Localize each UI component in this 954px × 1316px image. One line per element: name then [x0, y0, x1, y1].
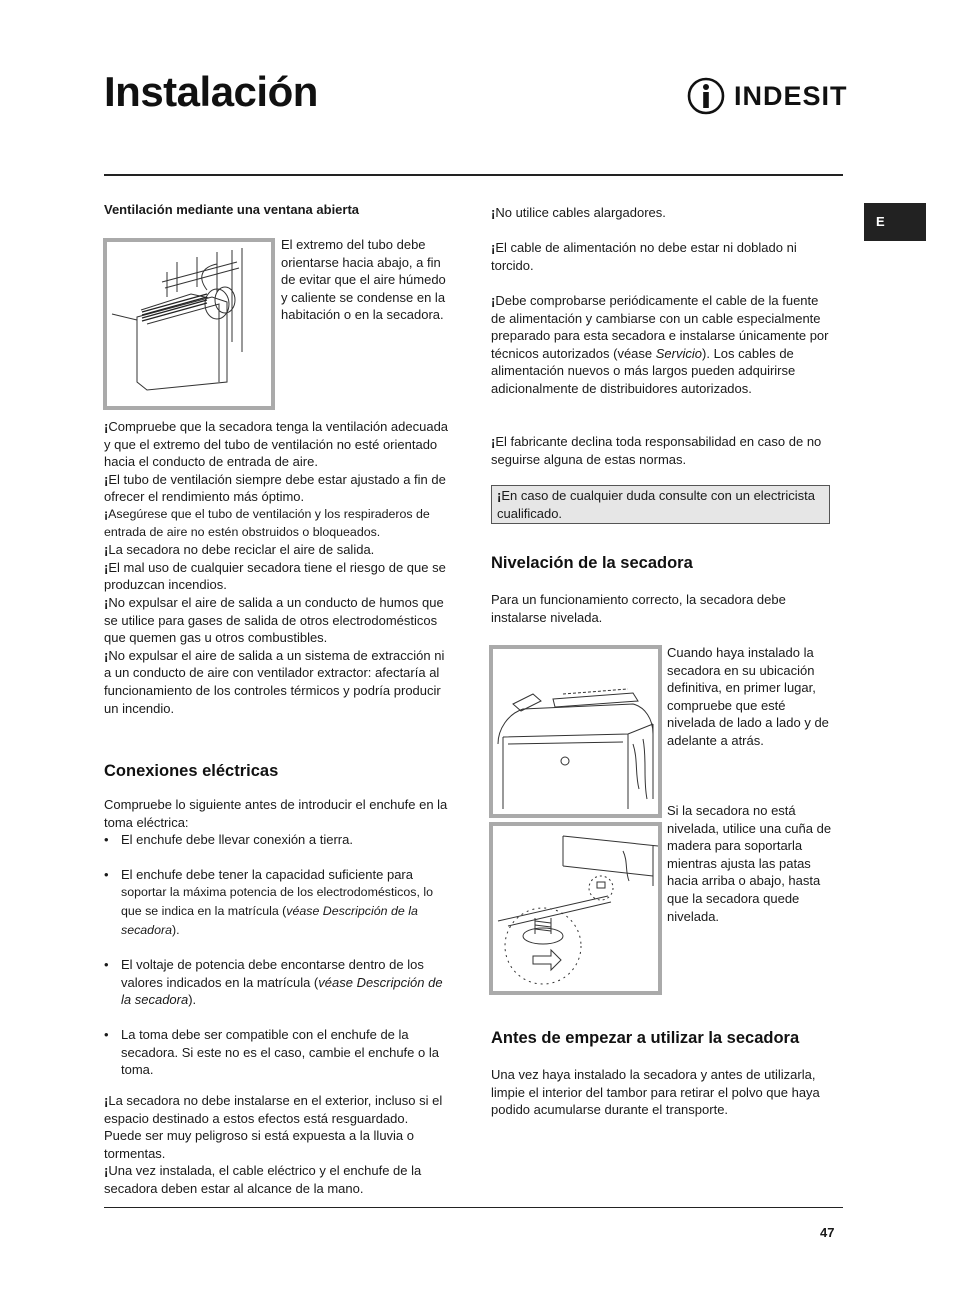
outdoor-notes	[104, 1092, 449, 1198]
vent-note: ¡Asegúrese que el tubo de ventilación y los respiraderos de entrada de aire no estén obstruidos o bloqueados.	[104, 506, 430, 539]
page-title: Instalación	[104, 68, 318, 115]
header-rule	[104, 174, 843, 176]
electrical-heading: Conexiones eléctricas	[104, 762, 279, 780]
before-use-text: Una vez haya instalado la secadora y antes de utilizarla, limpie el interior del tambor para retirar el polvo que haya podido acumularse durante el transporte.	[491, 1067, 820, 1118]
electrical-list	[104, 831, 449, 1079]
electrical-intro: Compruebe lo siguiente antes de introducir el enchufe en la toma eléctrica:	[104, 797, 448, 830]
leveling-heading: Nivelación de la secadora	[491, 554, 693, 572]
outdoor-note: ¡La secadora no debe instalarse en el exterior, incluso si el espacio destinado a estos efectos está resguardado. Puede ser muy peligroso si está expuesta a la lluvia o tormentas.	[104, 1093, 443, 1161]
cable-check-note: ¡Debe comprobarse periódicamente el cable de la fuente de alimentación y cambiarse con un cable especialmente preparado para esta secadora e instalarse únicamente por técnicos autorizados (véase Servicio). Los cables de alimentación nuevos o más largos pueden adquirirse adicionalmente de distribuidores autorizados.	[491, 293, 829, 396]
level-foot-illustration	[489, 822, 662, 995]
level-check-illustration	[489, 645, 662, 818]
leveling-caption-2: Si la secadora no está nivelada, utilice una cuña de madera para soportarla mientras ajusta las patas hacia arriba o abajo, hasta que la secadora quede nivelada.	[667, 803, 832, 924]
vent-heading: Ventilación mediante una ventana abierta	[104, 202, 360, 217]
vent-notes	[104, 418, 449, 717]
list-item: • El enchufe debe llevar conexión a tierra.	[104, 831, 449, 849]
list-item: • La toma debe ser compatible con el enchufe de la secadora. Si este no es el caso, cambie el enchufe o la toma.	[104, 1026, 449, 1079]
list-item: • El voltaje de potencia debe encontarse dentro de los valores indicados en la matrícula (véase Descripción de la secadora).	[104, 956, 449, 1009]
leveling-intro: Para un funcionamiento correcto, la secadora debe instalarse nivelada.	[491, 592, 786, 625]
manufacturer-note: ¡El fabricante declina toda responsabilidad en caso de no seguirse alguna de estas normas.	[491, 434, 822, 467]
cable-note: ¡El cable de alimentación no debe estar ni doblado ni torcido.	[491, 240, 797, 273]
electrical-section	[104, 796, 449, 1096]
vent-note: ¡No expulsar el aire de salida a un conducto de humos que se utilice para gases de salida de otros electrodomésticos que quemen gas u otros combustibles.	[104, 594, 444, 646]
before-use-heading: Antes de empezar a utilizar la secadora	[491, 1029, 800, 1047]
outdoor-note: ¡Una vez instalada, el cable eléctrico y el enchufe de la secadora deben estar al alcance de la mano.	[104, 1163, 422, 1196]
footer-rule	[104, 1207, 843, 1208]
language-tab: E	[864, 203, 926, 241]
cable-note: ¡No utilice cables alargadores.	[491, 205, 666, 220]
vent-caption: El extremo del tubo debe orientarse hacia abajo, a fin de evitar que el aire húmedo y caliente se condense en la habitación o en la secadora.	[281, 237, 446, 323]
page-number: 47	[820, 1225, 835, 1240]
vent-note: ¡La secadora no debe reciclar el aire de salida.	[104, 542, 375, 558]
window-vent-illustration	[103, 238, 275, 410]
brand-name: INDESIT	[734, 81, 848, 111]
vent-note: ¡El tubo de ventilación siempre debe estar ajustado a fin de ofrecer el rendimiento más óptimo.	[104, 471, 446, 505]
vent-note: ¡Compruebe que la secadora tenga la ventilación adecuada y que el extremo del tubo de ventilación no esté orientado hacia el conducto de entrada de aire.	[104, 419, 449, 470]
vent-note: ¡El mal uso de cualquier secadora tiene el riesgo de que se produzcan incendios.	[104, 559, 446, 593]
vent-note: ¡No expulsar el aire de salida a un sistema de extracción ni a un conducto de aire con ventilador extractor: afectaría al funcionamiento de los controles térmicos y podría producir un incendio.	[104, 647, 445, 716]
indesit-logo	[686, 76, 846, 116]
list-item: • El enchufe debe tener la capacidad suficiente para soportar la máxima potencia de los electrodomésticos, lo que se indica en la matrícula (véase Descripción de la secadora).	[104, 866, 449, 939]
logo-emblem-icon	[686, 76, 730, 116]
electrician-note-box: ¡En caso de cualquier duda consulte con un electricista cualificado.	[491, 485, 830, 524]
leveling-caption-1: Cuando haya instalado la secadora en su ubicación definitiva, en primer lugar, compruebe que esté nivelada de lado a lado y de adelante a atrás.	[667, 645, 829, 748]
